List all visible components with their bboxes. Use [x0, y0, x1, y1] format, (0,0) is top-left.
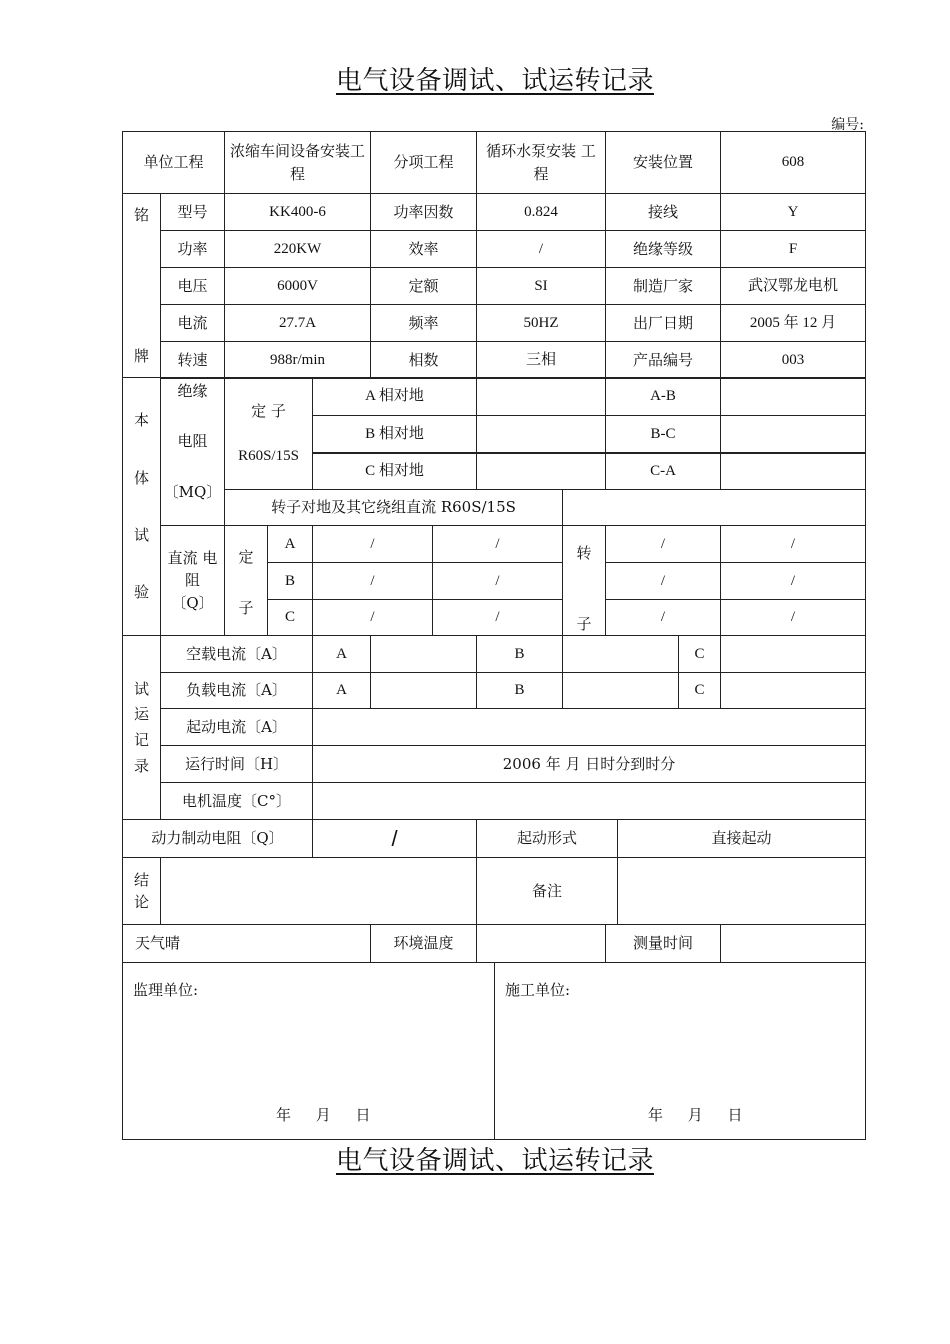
nameplate-value: 220KW — [224, 230, 371, 268]
page-title: 电气设备调试、试运转记录 — [335, 66, 654, 96]
supervisor-date: 年 月 日 — [276, 1106, 381, 1124]
noload-current-label: 空载电流〔A〕 — [160, 635, 313, 673]
noload-phase-c: C — [678, 635, 721, 673]
trial-side-label: 试 运 记 录 — [122, 635, 161, 820]
phase-to-ground-value — [476, 452, 606, 490]
dc-stator-value: / — [312, 525, 433, 563]
load-phase-b: B — [476, 672, 563, 709]
nameplate-value: 2005 年 12 月 — [720, 304, 866, 342]
nameplate-label: 效率 — [370, 230, 477, 268]
weather-label: 天气晴 — [122, 924, 371, 963]
insulation-resistance-label: 绝缘 电阻 〔MQ〕 — [160, 377, 225, 526]
nameplate-label: 制造厂家 — [605, 267, 721, 305]
measure-time-value — [720, 924, 866, 963]
nameplate-label: 频率 — [370, 304, 477, 342]
load-phase-c: C — [678, 672, 721, 709]
dc-phase-label: A — [267, 525, 313, 563]
supervisor-label: 监理单位: — [133, 981, 199, 999]
nameplate-value: 003 — [720, 341, 866, 379]
unit-label: 单位工程 — [122, 131, 225, 194]
noload-phase-a: A — [312, 635, 371, 673]
phase-pair-label: B-C — [605, 415, 721, 454]
start-current-label: 起动电流〔A〕 — [160, 708, 313, 746]
contractor-date: 年 月 日 — [648, 1106, 753, 1124]
dc-stator-value: / — [432, 599, 563, 636]
nameplate-label: 相数 — [370, 341, 477, 379]
env-temp-value — [476, 924, 606, 963]
unit-value: 浓缩车间设备安装工程 — [224, 131, 371, 194]
phase-pair-value — [720, 415, 866, 454]
nameplate-label: 绝缘等级 — [605, 230, 721, 268]
nameplate-side-label: 铭 牌 — [122, 193, 161, 378]
nameplate-value: 27.7A — [224, 304, 371, 342]
dc-rotor-value: / — [605, 562, 721, 600]
dc-phase-label: C — [267, 599, 313, 636]
nameplate-label: 电压 — [160, 267, 225, 305]
dc-rotor-value: / — [720, 599, 866, 636]
noload-b-value — [562, 635, 679, 673]
motor-temp-label: 电机温度〔C°〕 — [160, 782, 313, 820]
conclusion-value — [160, 857, 477, 925]
nameplate-label: 定额 — [370, 267, 477, 305]
dc-rotor-value: / — [720, 525, 866, 563]
location-value: 608 — [720, 131, 866, 194]
run-time-label: 运行时间〔H〕 — [160, 745, 313, 783]
motor-temp-value — [312, 782, 866, 820]
phase-pair-label: C-A — [605, 452, 721, 490]
phase-to-ground-label: A 相对地 — [312, 377, 477, 416]
nameplate-value: F — [720, 230, 866, 268]
location-label: 安装位置 — [605, 131, 721, 194]
nameplate-value: / — [476, 230, 606, 268]
nameplate-label: 产品编号 — [605, 341, 721, 379]
start-current-value — [312, 708, 866, 746]
phase-to-ground-value — [476, 415, 606, 454]
contractor-label: 施工单位: — [505, 981, 571, 999]
code-label: 编号: — [831, 117, 864, 133]
dc-phase-label: B — [267, 562, 313, 600]
brake-resistance-value: / — [312, 819, 477, 858]
phase-to-ground-label: B 相对地 — [312, 415, 477, 454]
phase-to-ground-label: C 相对地 — [312, 452, 477, 490]
sub-label: 分项工程 — [370, 131, 477, 194]
noload-c-value — [720, 635, 866, 673]
phase-to-ground-value — [476, 377, 606, 416]
brake-resistance-label: 动力制动电阻〔Q〕 — [122, 819, 313, 858]
dc-rotor-label: 转 子 — [562, 525, 606, 636]
load-phase-a: A — [312, 672, 371, 709]
nameplate-value: 武汉鄂龙电机 — [720, 267, 866, 305]
nameplate-label: 转速 — [160, 341, 225, 379]
load-a-value — [370, 672, 477, 709]
load-b-value — [562, 672, 679, 709]
dc-stator-value: / — [432, 525, 563, 563]
dc-stator-label: 定 子 — [224, 525, 268, 636]
dc-rotor-value: / — [605, 599, 721, 636]
nameplate-value: Y — [720, 193, 866, 231]
rotor-insulation-value — [562, 489, 866, 526]
rotor-insulation-label: 转子对地及其它绕组直流 R60S/15S — [224, 489, 563, 526]
measure-time-label: 测量时间 — [605, 924, 721, 963]
dc-rotor-value: / — [605, 525, 721, 563]
nameplate-label: 功率因数 — [370, 193, 477, 231]
nameplate-value: 三相 — [476, 341, 606, 379]
stator-insulation-label: 定 子 R60S/15S — [224, 377, 313, 490]
load-current-label: 负载电流〔A〕 — [160, 672, 313, 709]
nameplate-label: 功率 — [160, 230, 225, 268]
conclusion-label: 结 论 — [122, 857, 161, 925]
noload-a-value — [370, 635, 477, 673]
page-title-repeat: 电气设备调试、试运转记录 — [335, 1146, 654, 1176]
start-form-label: 起动形式 — [476, 819, 618, 858]
nameplate-value: SI — [476, 267, 606, 305]
env-temp-label: 环境温度 — [370, 924, 477, 963]
dc-rotor-value: / — [720, 562, 866, 600]
phase-pair-value — [720, 377, 866, 416]
nameplate-value: 50HZ — [476, 304, 606, 342]
run-time-value: 2006 年 月 日时分到时分 — [312, 745, 866, 783]
noload-phase-b: B — [476, 635, 563, 673]
nameplate-label: 出厂日期 — [605, 304, 721, 342]
nameplate-label: 接线 — [605, 193, 721, 231]
nameplate-label: 型号 — [160, 193, 225, 231]
dc-stator-value: / — [312, 599, 433, 636]
remark-label: 备注 — [476, 857, 618, 925]
start-form-value: 直接起动 — [617, 819, 866, 858]
nameplate-value: KK400-6 — [224, 193, 371, 231]
dc-resistance-label: 直流 电 阻 〔Q〕 — [160, 525, 225, 636]
load-c-value — [720, 672, 866, 709]
body-test-side-label: 本 体 试 验 — [122, 377, 161, 636]
dc-stator-value: / — [432, 562, 563, 600]
nameplate-value: 0.824 — [476, 193, 606, 231]
remark-value — [617, 857, 866, 925]
phase-pair-value — [720, 452, 866, 490]
phase-pair-label: A-B — [605, 377, 721, 416]
nameplate-value: 988r/min — [224, 341, 371, 379]
dc-stator-value: / — [312, 562, 433, 600]
sub-value: 循环水泵安装 工程 — [476, 131, 606, 194]
nameplate-value: 6000V — [224, 267, 371, 305]
nameplate-label: 电流 — [160, 304, 225, 342]
